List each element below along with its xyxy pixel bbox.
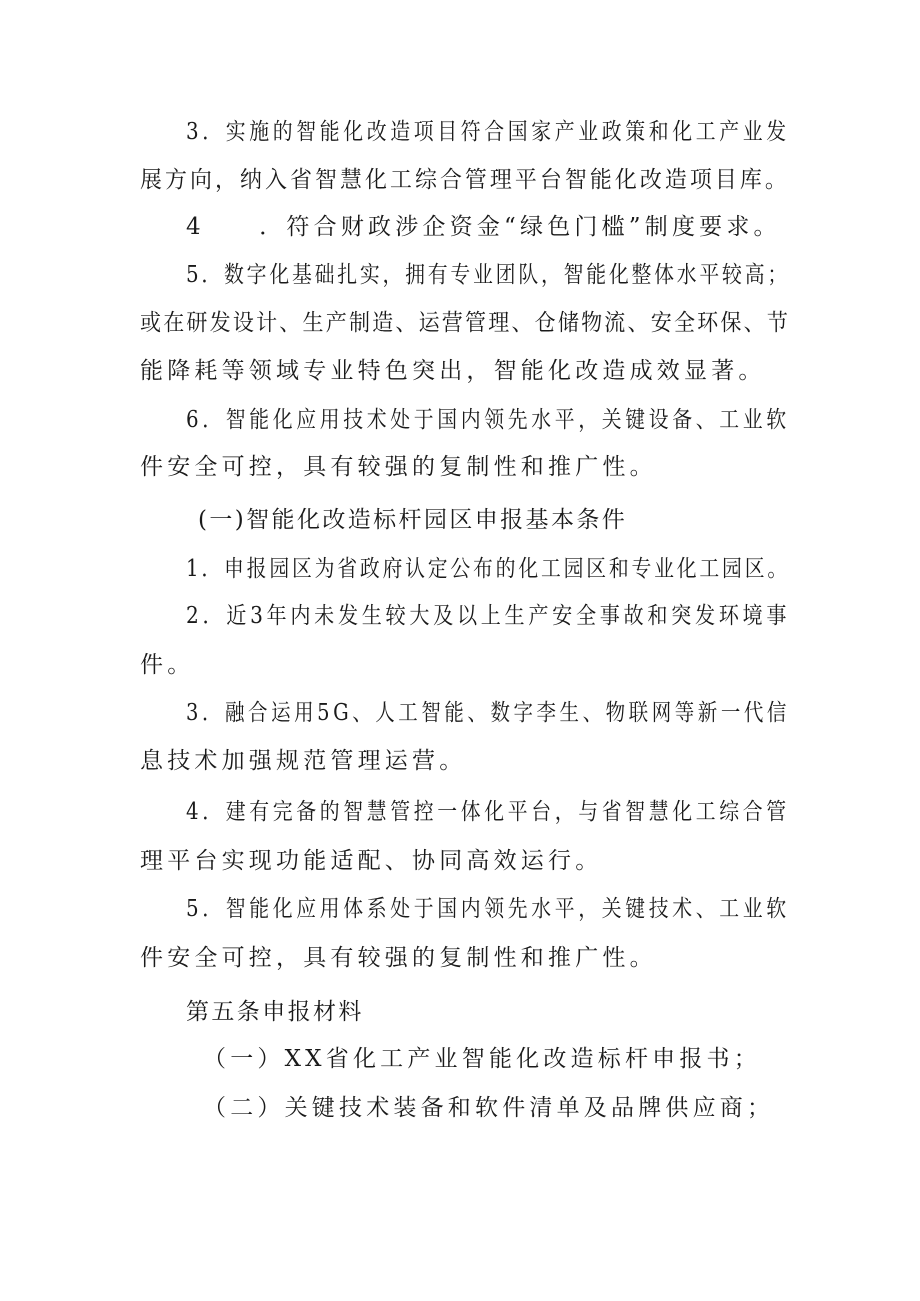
text-line: 2．近3年内未发生较大及以上生产安全事故和突发环境事	[186, 603, 791, 629]
section-heading: (一)智能化改造标杆园区申报基本条件	[198, 507, 628, 533]
text-line: 5．数字化基础扎实，拥有专业团队，智能化整体水平较高；	[186, 262, 790, 288]
text-line: 或在研发设计、生产制造、运营管理、仓储物流、安全环保、节	[140, 310, 791, 336]
section-heading: 第五条申报材料	[186, 999, 364, 1025]
text-line: 4．建有完备的智慧管控一体化平台，与省智慧化工综合管	[186, 799, 790, 825]
text-line: 能降耗等领域专业特色突出，智能化改造成效显著。	[140, 358, 766, 384]
text-line: （一）XX省化工产业智能化改造标杆申报书；	[203, 1046, 761, 1072]
text-line: 5．智能化应用体系处于国内领先水平，关键技术、工业软	[186, 896, 790, 922]
text-line: 件安全可控，具有较强的复制性和推广性。	[140, 454, 657, 480]
text-line: 展方向，纳入省智慧化工综合管理平台智能化改造项目库。	[140, 167, 790, 193]
text-line: 4 ．符合财政涉企资金“绿色门槛”制度要求。	[186, 214, 781, 240]
text-line: 3．实施的智能化改造项目符合国家产业政策和化工产业发	[186, 119, 790, 145]
text-line: 3．融合运用5G、人工智能、数字李生、物联网等新一代信	[186, 700, 790, 726]
text-line: （二）关键技术装备和软件清单及品牌供应商；	[203, 1095, 775, 1121]
text-line: 件。	[140, 652, 195, 678]
text-line: 6．智能化应用技术处于国内领先水平，关键设备、工业软	[186, 407, 790, 433]
text-line: 息技术加强规范管理运营。	[140, 748, 467, 774]
text-line: 理平台实现功能适配、协同高效运行。	[140, 848, 603, 874]
text-line: 1．申报园区为省政府认定公布的化工园区和专业化工园区。	[186, 556, 790, 582]
text-line: 件安全可控，具有较强的复制性和推广性。	[140, 945, 657, 971]
